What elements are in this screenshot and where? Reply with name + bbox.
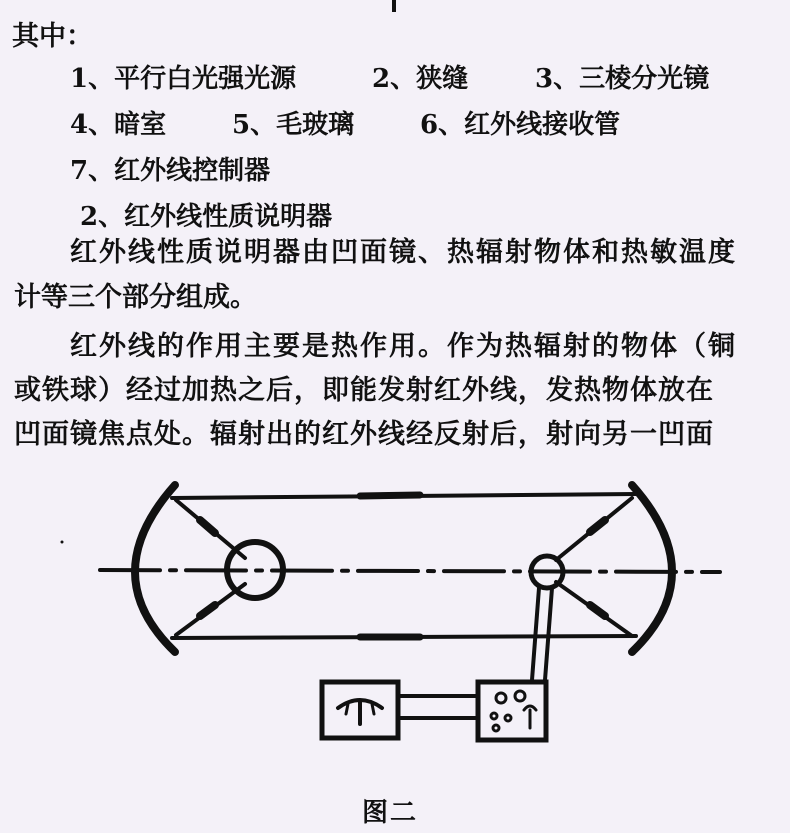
right-concave-mirror (632, 485, 672, 652)
paragraph-line: 计等三个部分组成。 (14, 282, 257, 313)
optical-axis (100, 570, 720, 572)
intro-label: 其中： (12, 21, 93, 52)
infrared-apparatus-diagram (0, 470, 790, 790)
paragraph-line: 凹面镜焦点处。辐射出的红外线经反射后，射向另一凹面 (14, 419, 714, 450)
paragraph-line: 或铁球）经过加热之后，即能发射红外线，发热物体放在 (14, 375, 714, 406)
list-item: 3、三棱分光镜 (535, 64, 710, 94)
paragraph-line: 红外线性质说明器由凹面镜、热辐射物体和热敏温度 (70, 237, 737, 268)
list-item: 5、毛玻璃 (232, 110, 355, 140)
list-item: 1、平行白光强光源 (70, 64, 297, 94)
list-item: 7、红外线控制器 (70, 156, 271, 186)
page-top-mark (392, 0, 396, 12)
figure-caption: 图二 (362, 798, 419, 828)
list-item: 2、狭缝 (372, 64, 469, 94)
list-item: 6、红外线接收管 (420, 110, 621, 140)
paragraph-line: 红外线的作用主要是热作用。作为热辐射的物体（铜 (70, 331, 737, 362)
section-heading: 2、红外线性质说明器 (80, 202, 333, 232)
list-item: 4、暗室 (70, 110, 167, 140)
